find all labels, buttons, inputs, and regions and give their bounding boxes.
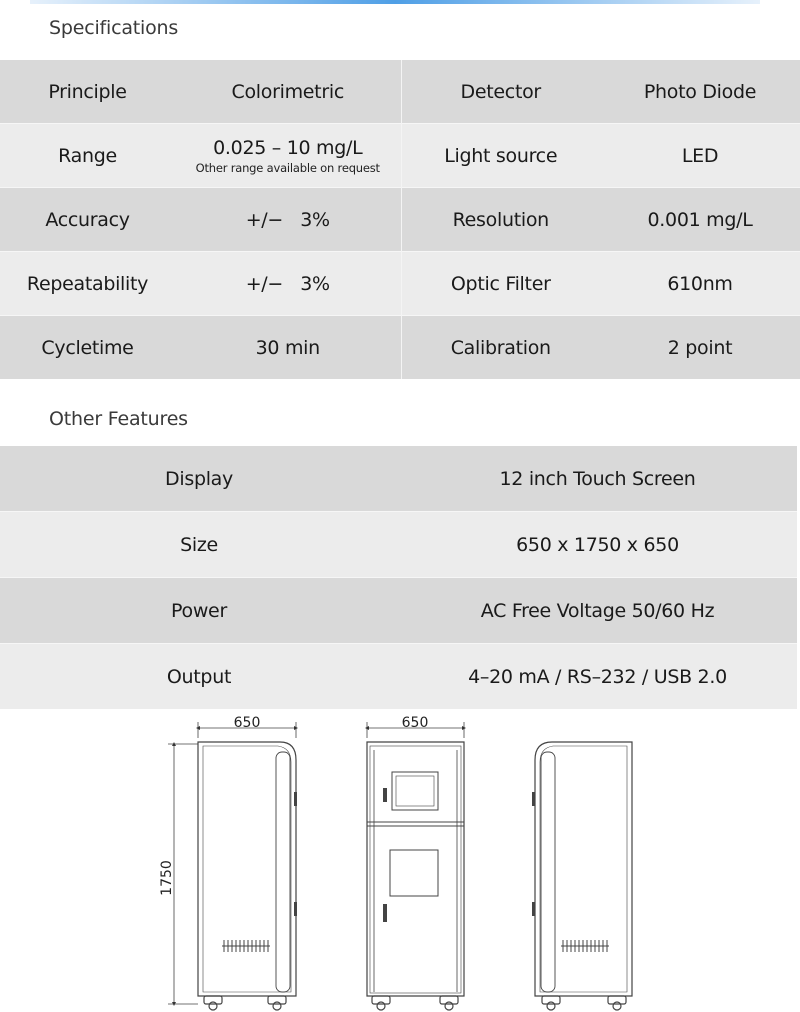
spec-row-range [0, 124, 800, 188]
spec-label: Repeatability [0, 252, 175, 316]
other-features-title: Other Features [49, 408, 188, 430]
spec-label: Accuracy [0, 188, 175, 252]
other-features-table [0, 446, 797, 709]
front-view-drawing [367, 722, 464, 1010]
specifications-table [0, 60, 800, 379]
side-width-label: 650 [233, 715, 261, 731]
side-view-drawing [168, 722, 297, 1010]
spec-label: Light source [401, 124, 600, 188]
feature-value: 12 inch Touch Screen [398, 446, 797, 512]
spec-label: Cycletime [0, 316, 175, 380]
spec-value: LED [600, 124, 800, 188]
spec-value: 610nm [600, 252, 800, 316]
feature-value: AC Free Voltage 50/60 Hz [398, 578, 797, 644]
spec-value: 30 min [175, 316, 401, 380]
front-width-label: 650 [401, 715, 429, 731]
spec-row-accuracy [0, 188, 800, 252]
feature-label: Size [0, 512, 398, 578]
spec-row-principle [0, 60, 800, 124]
spec-value [175, 60, 401, 124]
spec-row-repeatability [0, 252, 800, 316]
feature-row-power [0, 578, 797, 644]
feature-row-size [0, 512, 797, 578]
spec-row-cycletime [0, 316, 800, 380]
feature-label: Power [0, 578, 398, 644]
feature-label: Display [0, 446, 398, 512]
spec-label: Calibration [401, 316, 600, 380]
spec-value: +/− 3% [175, 252, 401, 316]
feature-label: Output [0, 644, 398, 710]
spec-label: Optic Filter [401, 252, 600, 316]
spec-value [175, 124, 401, 188]
spec-label: Principle [0, 60, 175, 124]
spec-label: Resolution [401, 188, 600, 252]
spec-value: 0.001 mg/L [600, 188, 800, 252]
specifications-title: Specifications [49, 17, 179, 39]
spec-value: +/− 3% [175, 188, 401, 252]
spec-label: Range [0, 124, 175, 188]
feature-row-display [0, 446, 797, 512]
spec-label: Detector [401, 60, 600, 124]
top-accent-bar [30, 0, 760, 4]
side-view-mirrored-drawing [532, 742, 632, 1010]
spec-value: Photo Diode [600, 60, 800, 124]
feature-value: 650 x 1750 x 650 [398, 512, 797, 578]
feature-value: 4–20 mA / RS–232 / USB 2.0 [398, 644, 797, 710]
height-label: 1750 [159, 860, 175, 896]
spec-value-text: Colorimetric [231, 80, 344, 103]
spec-value: 2 point [600, 316, 800, 380]
spec-value-text: 0.025 – 10 mg/L [213, 136, 363, 159]
dimension-drawings [0, 708, 800, 1012]
feature-row-output [0, 644, 797, 710]
range-note: Other range available on request [195, 160, 380, 175]
